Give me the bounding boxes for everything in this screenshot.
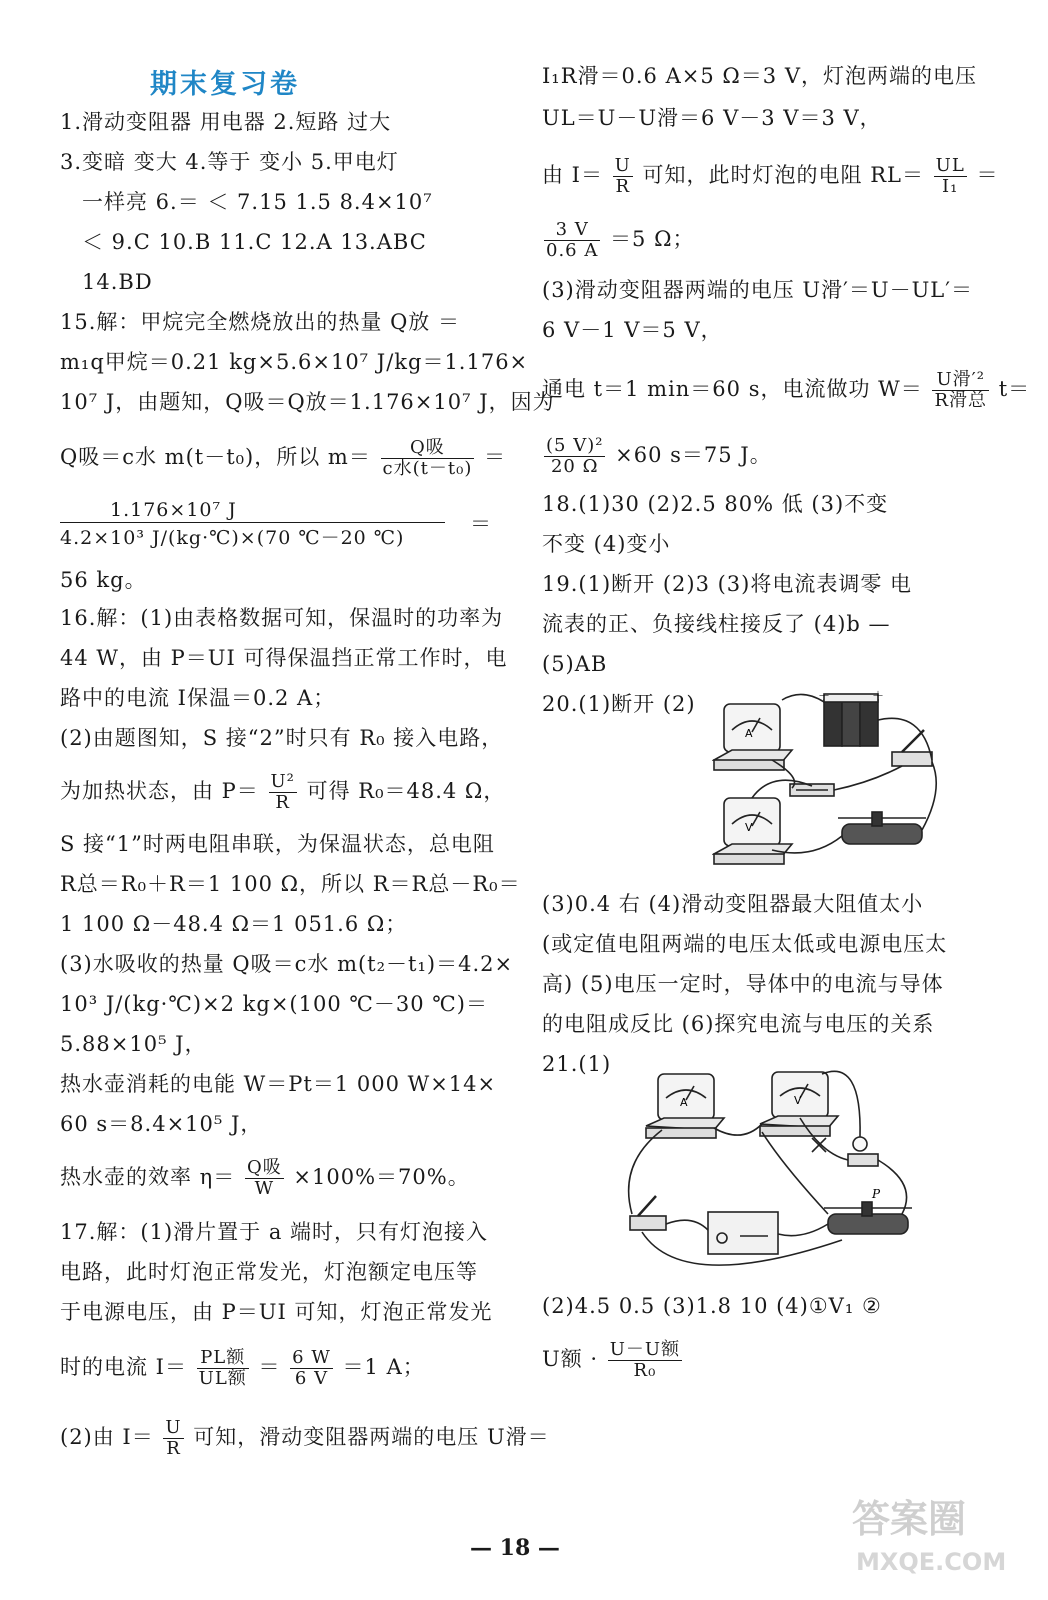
- r-line-7-rest: t＝: [998, 377, 1031, 401]
- q17-line-1: 17.解：(1)滑片置于 a 端时，只有灯泡接入: [60, 1220, 489, 1244]
- q17-line-3: 于电源电压，由 P＝UI 可知，灯泡正常发光: [60, 1300, 493, 1324]
- numerator: U－U额: [609, 1339, 681, 1360]
- q17-line-5: [60, 1418, 550, 1459]
- q16-line-5-rest: 可得 R₀＝48.4 Ω，: [306, 779, 506, 803]
- q15-line-2: m₁q甲烷＝0.21 kg×5.6×10⁷ J/kg＝1.176×: [60, 350, 529, 374]
- q16-line-5: [60, 772, 505, 813]
- fraction: [613, 156, 633, 197]
- svg-text:答案圈: 答案圈: [852, 1497, 967, 1541]
- plus-label: ＋: [872, 690, 885, 703]
- numerator: Q吸: [246, 1157, 282, 1178]
- r-line-7-text: 通电 t＝1 min＝60 s，电流做功 W＝: [542, 377, 923, 401]
- denominator: UL额: [198, 1368, 247, 1389]
- voltmeter-label: V: [794, 1094, 802, 1107]
- rheostat-icon: [838, 812, 926, 844]
- voltmeter-label: V: [745, 821, 753, 834]
- fraction: [544, 220, 600, 261]
- denominator: R: [615, 176, 631, 197]
- numerator: U: [614, 155, 631, 176]
- q19-line-2: 流表的正、负接线柱接反了 (4)b —: [542, 612, 891, 636]
- denominator: R: [166, 1438, 181, 1459]
- svg-text:MXQE.COM: MXQE.COM: [856, 1548, 1007, 1576]
- r-line-3-text: 由 I＝: [542, 163, 603, 187]
- q15-line-4-text: Q吸＝c水 m(t－t₀)，所以 m＝: [60, 445, 371, 469]
- switch-icon: [630, 1196, 666, 1230]
- denominator: 0.6 A: [546, 240, 599, 261]
- answer-line-4: ＜ 9.C 10.B 11.C 12.A 13.ABC: [82, 230, 427, 254]
- r-line-5: (3)滑动变阻器两端的电压 U滑′＝U－UL′＝: [542, 278, 973, 302]
- q16-line-6: S 接“1”时两电阻串联，为保温状态，总电阻: [60, 832, 495, 856]
- watermark-logo: [842, 1480, 1012, 1580]
- ammeter-label: A: [745, 727, 753, 740]
- slider-label: P: [872, 1187, 881, 1201]
- fraction: [290, 1348, 333, 1389]
- denominator: I₁: [942, 176, 959, 197]
- q16-line-14-rest: ×100%＝70%。: [293, 1165, 470, 1189]
- q15-fraction-denominator: 4.2×10³ J/(kg·℃)×(70 ℃－20 ℃): [60, 527, 405, 549]
- q15-eq: ＝: [470, 512, 492, 536]
- fraction: [163, 1418, 183, 1459]
- ammeter-icon: [714, 704, 792, 770]
- fraction: [934, 156, 967, 197]
- r-line-4-rest: ＝5 Ω；: [610, 227, 695, 251]
- numerator: 3 V: [544, 220, 600, 241]
- q19-line-3: (5)AB: [542, 652, 608, 676]
- denominator: W: [254, 1178, 275, 1199]
- q16-line-2: 44 W，由 P＝UI 可得保温挡正常工作时，电: [60, 646, 508, 670]
- q18-line-1: 18.(1)30 (2)2.5 80% 低 (3)不变: [542, 492, 889, 516]
- q16-line-7: R总＝R₀＋R＝1 100 Ω，所以 R＝R总－R₀＝: [60, 872, 521, 896]
- r-line-3: [542, 156, 998, 197]
- q20-line-2: (3)0.4 右 (4)滑动变阻器最大阻值太小: [542, 892, 924, 916]
- q21-line-1: 21.(1): [542, 1052, 612, 1076]
- numerator: UL: [935, 155, 965, 176]
- q16-line-8: 1 100 Ω－48.4 Ω＝1 051.6 Ω；: [60, 912, 408, 936]
- q18-line-2: 不变 (4)变小: [542, 532, 671, 556]
- cross-mark-icon: [812, 1138, 826, 1152]
- denominator: 6 V: [294, 1368, 329, 1389]
- denominator: R滑总: [934, 390, 987, 411]
- page-number: — 18 —: [470, 1535, 560, 1561]
- q16-line-1: 16.解：(1)由表格数据可知，保温时的功率为: [60, 606, 504, 630]
- q17-line-2: 电路，此时灯泡正常发光，灯泡额定电压等: [60, 1260, 478, 1284]
- bulb-icon: [848, 1137, 878, 1166]
- q17-line-4: [60, 1348, 425, 1389]
- q16-line-4: (2)由题图知，S 接“2”时只有 R₀ 接入电路，: [60, 726, 504, 750]
- q20-line-1: 20.(1)断开 (2): [542, 692, 696, 716]
- numerator: U滑′²: [932, 370, 989, 391]
- answer-line-5: 14.BD: [82, 270, 153, 294]
- r-line-4: [542, 220, 695, 261]
- fraction: [245, 1158, 284, 1199]
- fraction: [932, 370, 989, 411]
- q20-line-3: (或定值电阻两端的电压太低或电源电压太: [542, 932, 948, 956]
- numerator: U²: [270, 771, 295, 792]
- battery-icon: [824, 694, 878, 746]
- r-line-7: [542, 370, 1030, 411]
- numerator: (5 V)²: [546, 435, 604, 456]
- q17-line-4-text: 时的电流 I＝: [60, 1355, 187, 1379]
- q16-line-12: 热水壶消耗的电能 W＝Pt＝1 000 W×14×: [60, 1072, 497, 1096]
- q15-line-1: 15.解：甲烷完全燃烧放出的热量 Q放 ＝: [60, 310, 460, 334]
- fraction: [269, 772, 297, 813]
- voltmeter-icon: [714, 798, 792, 864]
- q21-line-2: (2)4.5 0.5 (3)1.8 10 (4)①V₁ ②: [542, 1294, 882, 1318]
- q17-line-5-text: (2)由 I＝: [60, 1425, 154, 1449]
- circuit-diagram-q21: [622, 1064, 922, 1274]
- q15-line-4: [60, 438, 506, 479]
- numerator: PL额: [197, 1348, 249, 1369]
- denominator: R: [275, 792, 290, 813]
- rheostat-icon: [824, 1202, 912, 1234]
- r-line-2: UL＝U－U滑＝6 V－3 V＝3 V，: [542, 106, 882, 130]
- q15-line-6: 56 kg。: [60, 568, 147, 592]
- q16-line-9: (3)水吸收的热量 Q吸＝c水 m(t₂－t₁)＝4.2×: [60, 952, 514, 976]
- minus-label: －: [818, 690, 831, 703]
- numerator: Q吸: [381, 438, 475, 459]
- answer-line-1: 1.滑动变阻器 用电器 2.短路 过大: [60, 110, 392, 134]
- denominator: 20 Ω: [550, 456, 599, 477]
- q16-line-14: [60, 1158, 470, 1199]
- q15-line-3: 10⁷ J，由题知，Q吸＝Q放＝1.176×10⁷ J，因为: [60, 390, 555, 414]
- r-line-6: 6 V－1 V＝5 V，: [542, 318, 723, 342]
- q17-line-5-rest: 可知，滑动变阻器两端的电压 U滑＝: [193, 1425, 550, 1449]
- circuit-diagram-q20: [712, 690, 952, 875]
- ammeter-label: A: [680, 1096, 688, 1109]
- denominator: R₀: [633, 1360, 657, 1381]
- q20-line-4: 高) (5)电压一定时，导体中的电流与导体: [542, 972, 944, 996]
- denominator: c水(t－t₀): [382, 458, 473, 479]
- r-line-8-rest: ×60 s＝75 J。: [615, 443, 772, 467]
- numerator: 6 W: [292, 1347, 331, 1368]
- q16-line-11: 5.88×10⁵ J，: [60, 1032, 207, 1056]
- fraction-bar: [60, 522, 445, 523]
- fraction: [608, 1340, 682, 1381]
- fraction: [381, 438, 475, 479]
- switch-icon: [892, 730, 932, 766]
- q21-line-3: [542, 1340, 684, 1381]
- q19-line-1: 19.(1)断开 (2)3 (3)将电流表调零 电: [542, 572, 913, 596]
- r-line-1: I₁R滑＝0.6 A×5 Ω＝3 V，灯泡两端的电压: [542, 64, 978, 88]
- fraction: [197, 1348, 249, 1389]
- r-line-21-text: U额 ·: [542, 1347, 599, 1371]
- q16-line-3: 路中的电流 I保温＝0.2 A；: [60, 686, 336, 710]
- q16-line-14-text: 热水壶的效率 η＝: [60, 1165, 236, 1189]
- q16-line-13: 60 s＝8.4×10⁵ J，: [60, 1112, 263, 1136]
- q15-fraction-numerator: 1.176×10⁷ J: [110, 499, 237, 521]
- q16-line-10: 10³ J/(kg·℃)×2 kg×(100 ℃－30 ℃)＝: [60, 992, 488, 1016]
- q16-line-5-text: 为加热状态，由 P＝: [60, 779, 259, 803]
- r-line-3-mid: 可知，此时灯泡的电阻 RL＝: [642, 163, 924, 187]
- equals: ＝: [258, 1355, 281, 1379]
- q15-line-4-eq: ＝: [484, 445, 507, 469]
- numerator: U: [165, 1417, 182, 1438]
- answer-line-3: 一样亮 6.＝ ＜ 7.15 1.5 8.4×10⁷: [82, 190, 433, 214]
- equals: ＝: [976, 163, 999, 187]
- r-line-8: [542, 436, 772, 477]
- power-supply-icon: [708, 1212, 778, 1254]
- fraction: [544, 436, 605, 477]
- q17-line-4-rest: ＝1 A；: [342, 1355, 425, 1379]
- answer-line-2: 3.变暗 变大 4.等于 变小 5.甲电灯: [60, 150, 399, 174]
- q20-line-5: 的电阻成反比 (6)探究电流与电压的关系: [542, 1012, 935, 1036]
- page-title: 期末复习卷: [150, 69, 300, 100]
